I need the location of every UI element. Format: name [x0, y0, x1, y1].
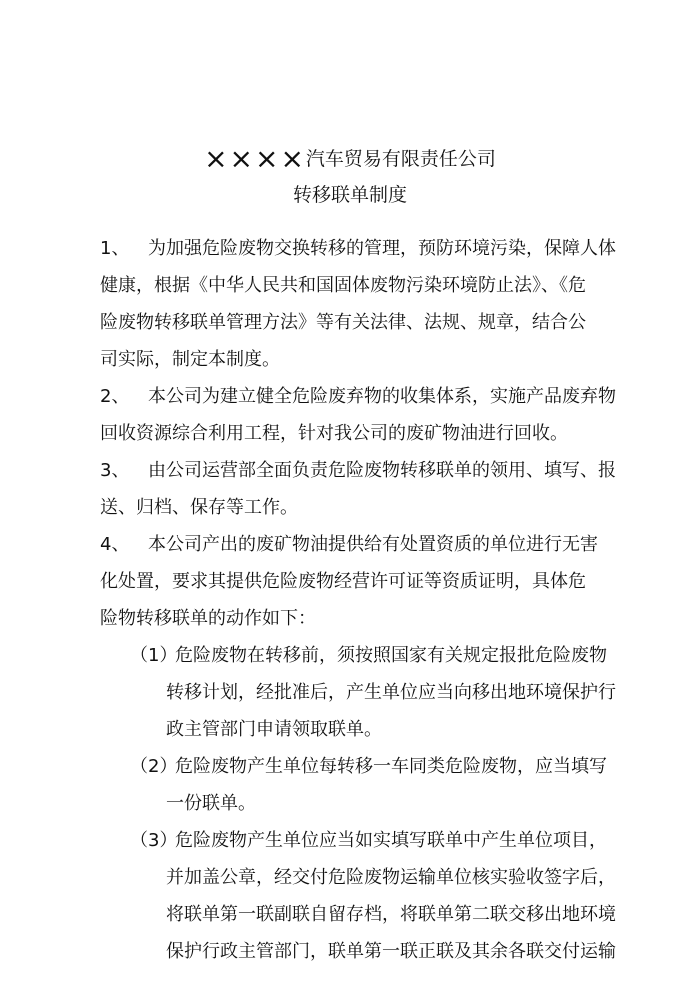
item-line: 司实际，制定本制度。: [100, 349, 280, 370]
document-title: 转移联单制度: [292, 184, 407, 206]
item-line: 回收资源综合利用工程，针对我公司的废矿物油进行回收。: [100, 423, 568, 444]
item-line: 险废物转移联单管理方法》等有关法律、法规、规章，结合公: [100, 312, 586, 333]
subitem-line: 保护行政主管部门，联单第一联正联及其余各联交付运输: [166, 941, 616, 962]
subitem-line: 危险废物产生单位每转移一车同类危险废物，应当填写: [175, 756, 607, 777]
subitem-line: 危险废物在转移前，须按照国家有关规定报批危险废物: [175, 645, 607, 666]
subitem-number: （2）: [130, 756, 178, 777]
item-line: 为加强危险废物交换转移的管理，预防环境污染，保障人体: [148, 238, 616, 259]
title-marks: ××××: [204, 142, 306, 175]
subitem-line: 一份联单。: [166, 793, 256, 814]
item-line: 险物转移联单的动作如下：: [100, 608, 316, 629]
subitem-line: 并加盖公章，经交付危险废物运输单位核实验收签字后，: [166, 867, 616, 888]
subitem-line: 政主管部门申请领取联单。: [166, 719, 382, 740]
item-line: 健康，根据《中华人民共和国固体废物污染环境防止法》、《危: [100, 275, 586, 296]
item-line: 化处置，要求其提供危险废物经营许可证等资质证明，具体危: [100, 571, 586, 592]
item-line: 本公司为建立健全危险废弃物的收集体系，实施产品废弃物: [148, 386, 616, 407]
subitem-number: （1）: [130, 645, 178, 666]
item-number: 3、: [100, 460, 130, 481]
item-number: 2、: [100, 386, 130, 407]
subitem-number: （3）: [130, 830, 178, 851]
subitem-line: 危险废物产生单位应当如实填写联单中产生单位项目，: [175, 830, 607, 851]
item-number: 4、: [100, 534, 130, 555]
item-number: 1、: [100, 238, 130, 259]
subitem-line: 转移计划，经批准后，产生单位应当向移出地环境保护行: [166, 682, 616, 703]
item-line: 送、归档、保存等工作。: [100, 497, 298, 518]
subitem-line: 将联单第一联副联自留存档，将联单第二联交移出地环境: [166, 904, 616, 925]
item-line: 由公司运营部全面负责危险废物转移联单的领用、填写、报: [148, 460, 616, 481]
company-title: [0, 142, 700, 176]
company-name: 汽车贸易有限责任公司: [305, 148, 496, 170]
item-line: 本公司产出的废矿物油提供给有处置资质的单位进行无害: [148, 534, 598, 555]
